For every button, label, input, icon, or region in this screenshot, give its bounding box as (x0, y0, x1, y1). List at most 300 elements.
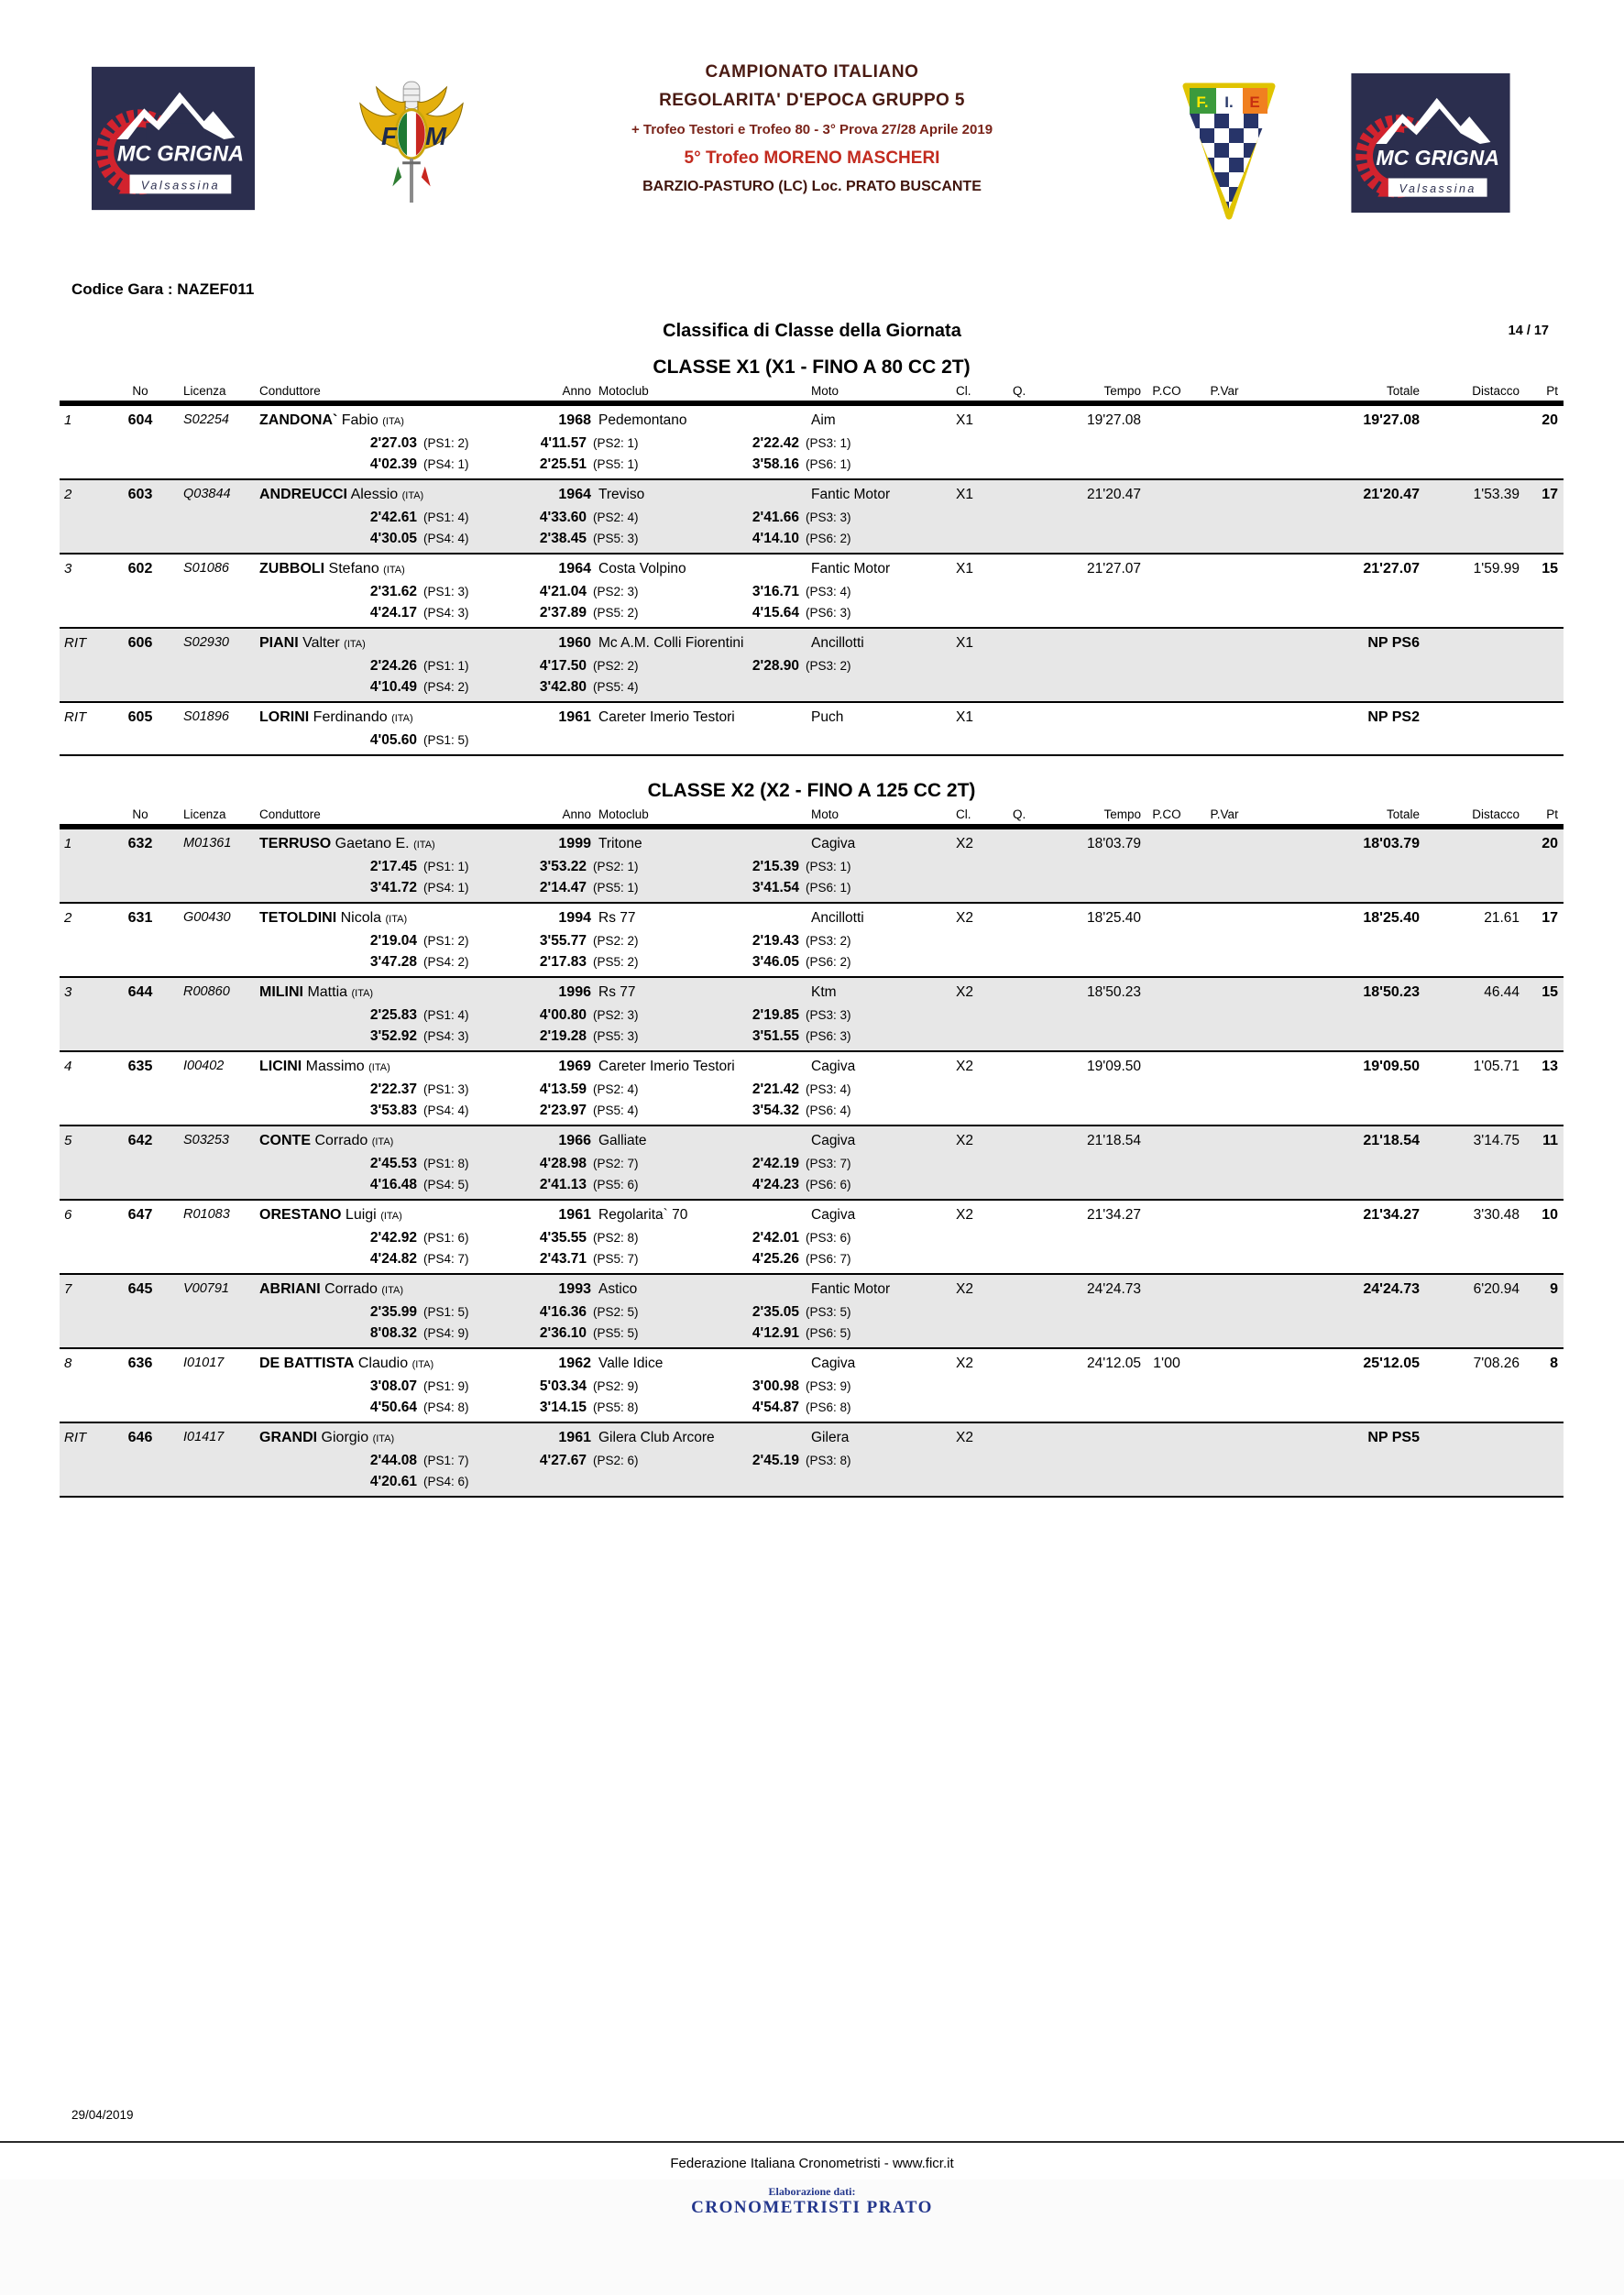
motoclub: Careter Imerio Testori (598, 1059, 735, 1074)
special-stage-times-line2 (60, 1174, 1564, 1195)
ps-rank-label: (PS5: 2) (593, 955, 639, 969)
ps-time: 4'50.64 (369, 1400, 417, 1415)
penalty-var (1192, 705, 1256, 731)
motoclub: Treviso (598, 487, 645, 502)
surname: TETOLDINI (259, 910, 337, 926)
nationality: (ITA) (380, 1211, 402, 1222)
ps-time: 3'14.15 (539, 1400, 587, 1415)
gap (1420, 831, 1520, 858)
surname: LORINI (259, 709, 310, 725)
ps-rank-label: (PS5: 2) (593, 606, 639, 620)
col-header-pvar: P.Var (1210, 384, 1239, 398)
ps-rank-label: (PS4: 4) (423, 1104, 469, 1117)
class-code: X1 (956, 561, 973, 576)
firstname: Valter (298, 635, 345, 651)
bike-brand: Fantic Motor (811, 561, 891, 576)
points: 15 (1542, 561, 1558, 576)
ps-time: 4'33.60 (539, 510, 587, 525)
gap: 1'59.99 (1473, 561, 1520, 576)
points: 20 (1542, 836, 1558, 851)
rider-name (259, 1277, 518, 1303)
nationality: (ITA) (382, 416, 404, 427)
ps-time: 2'35.99 (369, 1304, 417, 1320)
motoclub: Rs 77 (598, 984, 636, 1000)
position: 3 (64, 984, 72, 1000)
surname: ORESTANO (259, 1207, 342, 1223)
gap: 6'20.94 (1473, 1281, 1520, 1297)
firstname: Gaetano E. (331, 836, 414, 851)
col-header-cl: Cl. (956, 807, 971, 821)
ps-rank-label: (PS1: 4) (423, 511, 469, 524)
col-header-moto: Moto (811, 807, 839, 821)
col-header-q: Q. (1013, 807, 1026, 821)
ps-rank-label: (PS3: 4) (806, 1082, 851, 1096)
ps-time: 2'15.39 (752, 859, 799, 874)
points: 11 (1542, 1133, 1558, 1148)
bike-year: 1996 (558, 984, 591, 1000)
class-code: X2 (956, 1133, 973, 1148)
points: 20 (1542, 412, 1558, 428)
table-body (60, 406, 1564, 756)
special-stage-times-line2 (60, 951, 1564, 972)
ps-rank-label: (PS4: 8) (423, 1400, 469, 1414)
ps-rank-label: (PS6: 2) (806, 532, 851, 545)
ps-rank-label: (PS4: 5) (423, 1178, 469, 1191)
trophy-title: 5° Trofeo MORENO MASCHERI (684, 148, 940, 168)
surname: PIANI (259, 635, 299, 651)
rider-name (259, 980, 518, 1006)
special-stage-times-line2 (60, 1397, 1564, 1418)
ps-time: 3'00.98 (752, 1378, 799, 1394)
class-code: X1 (956, 412, 973, 428)
total-time: 24'24.73 (1087, 1281, 1141, 1297)
ps-rank-label: (PS5: 6) (593, 1178, 639, 1191)
bike-year: 1964 (558, 487, 591, 502)
col-header-lic: Licenza (183, 807, 226, 821)
motoclub: Regolarita` 70 (598, 1207, 688, 1223)
ps-rank-label: (PS1: 1) (423, 860, 469, 873)
total-time: 24'12.05 (1087, 1356, 1141, 1371)
license-code: R00860 (183, 984, 230, 999)
rider-main-line (60, 831, 1564, 856)
points (1520, 631, 1558, 657)
class-code: X2 (956, 1059, 973, 1074)
bike-brand: Fantic Motor (811, 1281, 891, 1297)
total-result: 18'50.23 (1363, 984, 1420, 1000)
nationality: (ITA) (401, 490, 424, 501)
bike-brand: Aim (811, 412, 836, 428)
col-header-cond: Conduttore (259, 384, 321, 398)
ps-time: 2'41.13 (539, 1177, 587, 1192)
print-date: 29/04/2019 (71, 2108, 134, 2122)
ps-time: 3'58.16 (752, 456, 799, 472)
ps-rank-label: (PS5: 3) (593, 532, 639, 545)
elaborazione-label: Elaborazione dati: (768, 2185, 856, 2198)
ps-time: 2'38.45 (539, 531, 587, 546)
rider-name (259, 631, 518, 657)
license-code: M01361 (183, 836, 232, 851)
ps-rank-label: (PS5: 8) (593, 1400, 639, 1414)
firstname: Fabio (337, 412, 383, 428)
position: 3 (64, 561, 72, 576)
special-stage-times-line1 (60, 856, 1564, 877)
ps-time: 2'35.05 (752, 1304, 799, 1320)
ps-rank-label: (PS3: 7) (806, 1157, 851, 1170)
ps-time: 2'14.47 (539, 880, 587, 895)
ps-time: 3'08.07 (369, 1378, 417, 1394)
license-code: Q03844 (183, 487, 231, 501)
col-header-cl: Cl. (956, 384, 971, 398)
col-header-moto: Moto (811, 384, 839, 398)
bike-brand: Ancillotti (811, 910, 864, 926)
total-result: 21'20.47 (1363, 487, 1420, 502)
gap (1420, 408, 1520, 434)
federation-credit: Federazione Italiana Cronometristi - www.ficr.it (670, 2156, 954, 2171)
points: 8 (1550, 1356, 1558, 1371)
mc-grigna-logo (1338, 73, 1523, 213)
motoclub: Costa Volpino (598, 561, 686, 576)
rider-row (60, 1052, 1564, 1126)
ps-time: 3'46.05 (752, 954, 799, 970)
penalty-var (1192, 556, 1256, 583)
table-header-row (60, 384, 1564, 406)
motoclub: Galliate (598, 1133, 647, 1148)
penalty-co (1141, 1425, 1192, 1452)
penalty-co (1141, 1128, 1192, 1155)
bike-year: 1993 (558, 1281, 591, 1297)
ps-rank-label: (PS3: 9) (806, 1379, 851, 1393)
position: 8 (64, 1356, 72, 1371)
ps-time: 5'03.34 (539, 1378, 587, 1394)
qualification (991, 980, 1031, 1006)
rider-main-line (60, 1128, 1564, 1153)
nationality: (ITA) (385, 914, 408, 925)
special-stage-times-line1 (60, 1079, 1564, 1100)
points: 13 (1542, 1059, 1558, 1074)
total-result: 18'03.79 (1363, 836, 1420, 851)
surname: LICINI (259, 1059, 302, 1074)
ps-rank-label: (PS2: 5) (593, 1305, 639, 1319)
ps-time: 3'41.54 (752, 880, 799, 895)
class-tables (60, 357, 1564, 1498)
surname: ABRIANI (259, 1281, 321, 1297)
ps-rank-label: (PS2: 8) (593, 1231, 639, 1245)
rider-row (60, 406, 1564, 480)
nationality: (ITA) (391, 713, 413, 724)
license-code: S01086 (183, 561, 229, 576)
firstname: Alessio (347, 487, 402, 502)
ps-rank-label: (PS2: 4) (593, 1082, 639, 1096)
gap: 3'14.75 (1473, 1133, 1520, 1148)
total-time (1031, 705, 1141, 731)
qualification (991, 1277, 1031, 1303)
ps-time: 2'27.03 (369, 435, 417, 451)
position: 7 (64, 1281, 72, 1297)
special-stage-times-line2 (60, 528, 1564, 549)
ps-time: 2'42.19 (752, 1156, 799, 1171)
bike-year: 1961 (558, 1430, 591, 1445)
total-result: 21'34.27 (1363, 1207, 1420, 1223)
points: 17 (1542, 910, 1558, 926)
points: 15 (1542, 984, 1558, 1000)
ps-time: 2'37.89 (539, 605, 587, 620)
surname: MILINI (259, 984, 303, 1000)
ps-time: 4'10.49 (369, 679, 417, 695)
penalty-co (1141, 408, 1192, 434)
license-code: S01896 (183, 709, 229, 724)
motoclub: Tritone (598, 836, 642, 851)
bike-year: 1966 (558, 1133, 591, 1148)
total-time: 21'34.27 (1087, 1207, 1141, 1223)
qualification (991, 705, 1031, 731)
firstname: Corrado (311, 1133, 372, 1148)
qualification (991, 1128, 1031, 1155)
penalty-co (1141, 1054, 1192, 1081)
qualification (991, 631, 1031, 657)
col-header-anno: Anno (562, 807, 591, 821)
rider-number: 603 (127, 487, 153, 502)
gap: 21.61 (1484, 910, 1520, 926)
penalty-var (1192, 482, 1256, 509)
position: RIT (64, 709, 87, 725)
motoclub: Mc A.M. Colli Fiorentini (598, 635, 744, 651)
ps-rank-label: (PS1: 6) (423, 1231, 469, 1245)
total-result: 19'27.08 (1363, 412, 1420, 428)
ps-time: 4'00.80 (539, 1007, 587, 1023)
special-stage-times-line2 (60, 1100, 1564, 1121)
rider-row (60, 904, 1564, 978)
ps-rank-label: (PS3: 6) (806, 1231, 851, 1245)
ps-rank-label: (PS3: 3) (806, 511, 851, 524)
total-time: 21'27.07 (1087, 561, 1141, 576)
ps-time: 4'24.17 (369, 605, 417, 620)
event-location: BARZIO-PASTURO (LC) Loc. PRATO BUSCANTE (642, 179, 982, 194)
position: 1 (64, 412, 72, 428)
bike-brand: Gilera (811, 1430, 850, 1445)
ps-time: 4'15.64 (752, 605, 799, 620)
qualification (991, 556, 1031, 583)
col-header-dist: Distacco (1472, 807, 1520, 821)
firstname: Nicola (336, 910, 386, 926)
position: 5 (64, 1133, 72, 1148)
class-code: X2 (956, 836, 973, 851)
race-code: Codice Gara : NAZEF011 (71, 280, 255, 298)
nationality: (ITA) (411, 1359, 434, 1370)
col-header-pco: P.CO (1152, 384, 1181, 398)
special-stage-times-line2 (60, 1471, 1564, 1492)
class-code: X2 (956, 1356, 973, 1371)
surname: ZANDONA` (259, 412, 338, 428)
ps-time: 2'42.01 (752, 1230, 799, 1246)
nationality: (ITA) (383, 565, 405, 576)
penalty-co (1141, 1202, 1192, 1229)
ps-rank-label: (PS4: 2) (423, 955, 469, 969)
gap (1420, 705, 1520, 731)
penalty-co (1141, 705, 1192, 731)
col-header-no: No (132, 807, 148, 821)
fm-federation-logo (353, 75, 470, 220)
ps-time: 3'42.80 (539, 679, 587, 695)
ps-rank-label: (PS1: 8) (423, 1157, 469, 1170)
ps-time: 4'11.57 (540, 435, 587, 451)
total-time: 21'20.47 (1087, 487, 1141, 502)
col-header-cond: Conduttore (259, 807, 321, 821)
ps-rank-label: (PS2: 9) (593, 1379, 639, 1393)
ps-time: 4'16.48 (369, 1177, 417, 1192)
rider-main-line (60, 980, 1564, 1005)
points: 17 (1542, 487, 1558, 502)
points (1520, 705, 1558, 731)
ps-time: 2'44.08 (369, 1453, 417, 1468)
ps-time: 2'25.51 (539, 456, 587, 472)
rider-main-line (60, 1054, 1564, 1079)
nationality: (ITA) (344, 639, 366, 650)
special-stage-times-line1 (60, 581, 1564, 602)
position: 2 (64, 487, 72, 502)
license-code: I00402 (183, 1059, 225, 1073)
bike-year: 1961 (558, 1207, 591, 1223)
ps-time: 4'05.60 (369, 732, 417, 748)
col-header-pt: Pt (1546, 807, 1558, 821)
penalty-var (1192, 980, 1256, 1006)
license-code: I01017 (183, 1356, 225, 1370)
ps-rank-label: (PS4: 1) (423, 881, 469, 895)
gap: 1'05.71 (1473, 1059, 1520, 1074)
ps-rank-label: (PS1: 7) (423, 1454, 469, 1467)
position: 2 (64, 910, 72, 926)
ps-time: 2'45.53 (369, 1156, 417, 1171)
total-time: 19'27.08 (1087, 412, 1141, 428)
surname: CONTE (259, 1133, 311, 1148)
rider-main-line (60, 1425, 1564, 1450)
ps-rank-label: (PS3: 5) (806, 1305, 851, 1319)
bike-brand: Cagiva (811, 836, 856, 851)
ps-rank-label: (PS3: 1) (806, 436, 851, 450)
special-stage-times-line1 (60, 730, 1564, 751)
gap (1420, 631, 1520, 657)
special-stage-times-line1 (60, 655, 1564, 676)
ps-time: 4'30.05 (369, 531, 417, 546)
nationality: (ITA) (371, 1137, 394, 1148)
penalty-var (1192, 1425, 1256, 1452)
bike-brand: Cagiva (811, 1133, 856, 1148)
ps-rank-label: (PS3: 1) (806, 860, 851, 873)
ps-rank-label: (PS4: 4) (423, 532, 469, 545)
ps-rank-label: (PS4: 3) (423, 606, 469, 620)
class-code: X1 (956, 487, 973, 502)
col-header-tempo: Tempo (1103, 807, 1141, 821)
fm-letter-f: F (380, 122, 397, 151)
ps-rank-label: (PS4: 1) (423, 457, 469, 471)
bike-brand: Ktm (811, 984, 837, 1000)
rider-row (60, 1423, 1564, 1498)
ps-time: 2'41.66 (752, 510, 799, 525)
penalty-var (1192, 631, 1256, 657)
rider-number: 646 (127, 1430, 153, 1445)
total-time: 18'03.79 (1087, 836, 1141, 851)
table-header-row (60, 807, 1564, 829)
rider-name (259, 1054, 518, 1081)
ps-rank-label: (PS4: 7) (423, 1252, 469, 1266)
ps-rank-label: (PS3: 4) (806, 585, 851, 598)
col-header-lic: Licenza (183, 384, 226, 398)
rider-main-line (60, 408, 1564, 433)
penalty-co (1141, 482, 1192, 509)
fie-pennant-logo (1180, 70, 1278, 224)
ps-time: 3'52.92 (369, 1028, 417, 1044)
ps-time: 2'22.42 (752, 435, 799, 451)
rider-row (60, 629, 1564, 703)
ps-time: 4'54.87 (752, 1400, 799, 1415)
total-result: 18'25.40 (1363, 910, 1420, 926)
firstname: Stefano (324, 561, 384, 576)
gap (1420, 1425, 1520, 1452)
ps-time: 2'31.62 (369, 584, 417, 599)
col-header-club: Motoclub (598, 384, 649, 398)
penalty-co (1141, 556, 1192, 583)
ps-rank-label: (PS1: 4) (423, 1008, 469, 1022)
ps-time: 2'22.37 (369, 1082, 417, 1097)
bike-brand: Cagiva (811, 1356, 856, 1371)
rider-row (60, 978, 1564, 1052)
special-stage-times-line2 (60, 877, 1564, 898)
total-result: NP PS6 (1367, 635, 1420, 651)
nationality: (ITA) (381, 1285, 403, 1296)
surname: TERRUSO (259, 836, 332, 851)
ps-time: 3'53.83 (369, 1103, 417, 1118)
event-subtitle: + Trofeo Testori e Trofeo 80 - 3° Prova 27/28 Aprile 2019 (631, 122, 993, 137)
ps-time: 2'43.71 (539, 1251, 587, 1267)
rider-name (259, 1202, 518, 1229)
qualification (991, 1351, 1031, 1378)
mc-grigna-logo (92, 66, 255, 211)
firstname: Corrado (320, 1281, 382, 1297)
table-body (60, 829, 1564, 1498)
class-code: X2 (956, 1207, 973, 1223)
gap: 3'30.48 (1473, 1207, 1520, 1223)
rider-main-line (60, 631, 1564, 655)
ps-rank-label: (PS5: 1) (593, 457, 639, 471)
bike-year: 1994 (558, 910, 591, 926)
rider-main-line (60, 1351, 1564, 1376)
ps-time: 2'42.92 (369, 1230, 417, 1246)
rider-row (60, 829, 1564, 904)
col-header-pvar: P.Var (1210, 807, 1239, 821)
total-time (1031, 631, 1141, 657)
ps-time: 2'24.26 (369, 658, 417, 674)
ps-rank-label: (PS6: 8) (806, 1400, 851, 1414)
rider-number: 606 (127, 635, 153, 651)
nationality: (ITA) (413, 840, 435, 851)
bike-year: 1961 (558, 709, 591, 725)
ps-rank-label: (PS3: 2) (806, 934, 851, 948)
total-time: 21'18.54 (1087, 1133, 1141, 1148)
ps-rank-label: (PS4: 3) (423, 1029, 469, 1043)
col-header-tempo: Tempo (1103, 384, 1141, 398)
total-result: 21'27.07 (1363, 561, 1420, 576)
col-header-dist: Distacco (1472, 384, 1520, 398)
class-code: X1 (956, 709, 973, 725)
penalty-var (1192, 1202, 1256, 1229)
motoclub: Gilera Club Arcore (598, 1430, 715, 1445)
rider-main-line (60, 556, 1564, 581)
ps-rank-label: (PS6: 2) (806, 955, 851, 969)
ps-rank-label: (PS2: 4) (593, 511, 639, 524)
rider-row (60, 703, 1564, 756)
rider-number: 605 (127, 709, 153, 725)
mc-grigna-subtitle: Valsassina (1399, 181, 1476, 195)
ps-rank-label: (PS3: 3) (806, 1008, 851, 1022)
